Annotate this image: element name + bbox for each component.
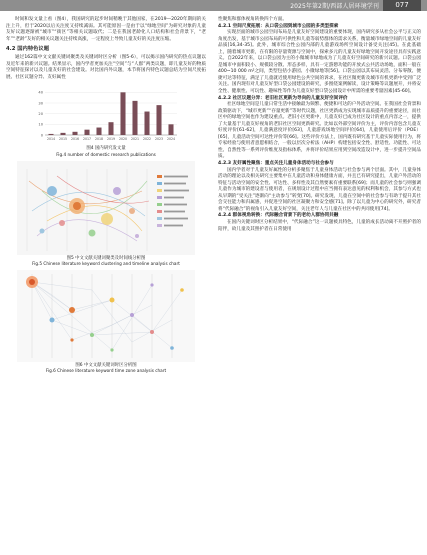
journal-header [0,0,427,11]
bar [108,123,113,136]
figure-4-title: 图4 国内研究发文量 [86,146,126,152]
y-tick-label: 0 [40,133,43,138]
paragraph: 在国内关键词时区分析结果中，“代际融合”这一议题被具特色，儿童的成长活动离不开照护者的陪伴，故儿童及其照护者在日常使用 [218,219,421,232]
figure-4-chart [31,83,181,145]
x-tick-label: 2016 [70,137,80,142]
x-tick-label: 2014 [46,137,56,142]
bar [156,106,161,136]
bar [48,134,53,135]
bar [132,101,137,135]
x-tick-label: 2015 [58,137,68,142]
x-tick-label: 2021 [130,137,140,142]
bar [72,132,77,135]
bar [120,93,125,136]
y-tick-label: 40 [38,91,43,96]
paragraph: 社区绿地空间是儿童日常生活中接触最为频繁、便捷和可达的户外活动空间。在我国社会背景和政策驱动下，“城市更新”“存量更新”等时代议题，社区更新成为实现城市品质提升的重要途径，而社区中的绿地空间也作为建设重点。老旧小区更新中，儿童友好已成为社区设计的重点内容之一，提供了大量基于儿童友好视角的老旧社区空间更新研究。比如以外部空间评价为主，评价内容包含儿童友好度评价[61-62]，儿童满意度评价[63]，儿童游戏场地空间评价[64]，儿童使用后评价（POE）[65]，儿童活动空间可达性评价等[66]。这些评价方法上，国内既有研究基于儿童实际使用行为，将专家经验与使用者意愿相结合，一般以层次分析法（AHP）构建包括安全性、舒适性、功能性、可达性、自然性等一系列评价维度及指标体系，并将评价结果应用到空间改造设计中，进一步提升空间品质。 [218,102,421,160]
figure-4-caption [6,146,206,157]
left-column [6,17,206,377]
subsection-heading-4-2-4: 4.2.4 群体视角转换：代际融合背景下的老幼人群协同共融 [218,213,339,219]
bar [84,130,89,135]
subsection-heading-4-2-3: 4.2.3 友好属性聚焦：重点关注儿童身体活动与社会参与 [218,161,334,167]
x-tick-label: 2018 [94,137,104,142]
page-number: 077 [383,0,421,11]
y-tick-label: 10 [38,123,43,128]
y-tick-label: 20 [38,112,43,117]
section-heading: 4.2 国内特色议题 [6,46,50,53]
paragraph: 国内学者对于儿童友好属性的分析多聚焦于儿童身体活动与社会参与两个层面。其中，儿童身体活动的理论以及相关研究主要集中在儿童活动和身体健康方面，并且已有研究提出，儿童户外活动的特征与活动空间的安全性、可达性、多样性及其自然要素有重要联系[69]；而儿童的社会参与则强调儿童作为城市的建设者与使用者，在规划设计过程中应当拥有表达意见的权利和机会，其参与方式也从早期的“受关注”逐渐向“主动参与”转变[70]。研究发现，儿童在空间中的社会参与有助于提升其社会交往能力和归属感，并促进空间的社区凝聚力和安全感[71]。除了以儿童为中心的研究外，研究者将“代际融合”的视角引入儿童友好空间，关注老年人与儿童在社区中的共同使用[74]。 [218,167,421,212]
paragraph: 时间和发文量上看（图4），我国研究的起步时间稍晚于其他国家，在2019—2020年期间的关注上升，但于2020以后关注度又持续减弱。其可能原因一是由于以“绿地空间”为研究对象的儿童友好议题逐渐被“城市”“街区”等相关议题取代；二是在我国老龄化人口结构和社会背景下，“老年”“老龄”友好的相关议题关注持续高涨，一定程度上导致儿童友好的关注度压缩。 [6,17,206,42]
time-zone-graphic [17,270,195,362]
x-tick-label: 2017 [82,137,92,142]
bar [144,112,149,135]
journal-title: 2025年第2期/西部人居环境学刊 [290,3,379,10]
x-tick-label: 2023 [154,137,164,142]
bar [96,128,101,135]
figure-6-title: 图6 中文文献关键词时区分析图 [75,362,137,368]
cluster-timeline-graphic [17,161,195,255]
x-tick-label: 2022 [142,137,152,142]
bar [60,133,65,135]
y-tick-label: 30 [38,101,43,106]
paragraph: 性聚焦和群体视角转换四个方面。 [218,17,287,22]
paragraph: 实现层面的城市公园空间布局是儿童友好空间建设的重要体现，国内研究多从社会公平与正义的角度出发，基于城市公园布局的可供性和儿童等弱势群体的需求关系，衡量城市绿地空间的儿童友好品质[16,34-35]。此外，城市综合性公园内部的儿童游戏场所空间设计备受关注[45]。在此基础上，随着城市更新，在有限的存量资源与空间中，探索多元的儿童友好绿地空间开发途径具有实践意义。自2022年来，以口袋公园为主的小微城市绿地成为了儿童友好空间研究的新兴议题。口袋公园是城市中面积较小、规模较分散、形态多样，具有一定游憩功能的开放式公共活动场地，面积一般在400~10 000 m²之间，类型包括小游园、小微绿地等[56]。口袋公园以其布局灵活、分布零散、便捷可达等特征，满足了儿童就近使用绿色公共空间的诉求，在社区微更新及城市有机更新中受到广泛关注。国内现有对儿童友好型口袋公园建设的研究，多围绕案例解读，设计策略等议题展开，并将安全性、健康性、可玩性、趣味性等作为儿童友好型口袋公园设计中所需的重要考量因素[45-60]。 [218,30,421,95]
paragraph: 通过162篇中文文献关键词聚类及关键词时区分析（图5-6），可以揭示国内研究的热点议题以及近年来的新兴议题。结果显示，国内学者更加关注“空间”与“人群”两类议题，即儿童友好的物质空间特征探讨以及儿童友好的社会建设。对比国内外议题，本节将国内特色议题总结为空间尺度拓展、社区议题分异、友好属性 [6,55,206,80]
bar-chart [31,83,181,145]
figure-5-caption [6,256,206,267]
figure-6-caption [6,363,206,374]
bar [168,125,173,136]
figure-6-english: Fig.6 Chinese literature keyword time zone analysis chart [45,368,167,374]
figure-5-english: Fig.5 Chinese literature keyword clustering and timeline analysis chart [32,261,180,267]
x-tick-label: 2024 [166,137,176,142]
figure-5-image [17,161,195,255]
subsection-heading-4-2-2: 4.2.2 社区议题分异：老旧社区更新为导向的儿童友好空间评价 [218,95,348,101]
x-tick-label: 2019 [106,137,116,142]
right-column [218,17,421,233]
x-tick-label: 2020 [118,137,128,142]
subsection-heading-4-2-1: 4.2.1 空间尺度拓展：从口袋公园到城市公园的多类型探索 [218,23,339,29]
figure-4-english: Fig.4 number of domestic research publications [56,151,156,157]
figure-6-image [17,270,195,362]
figure-5-title: 图5 中文文献关键词聚类及时间线分析图 [66,255,146,261]
